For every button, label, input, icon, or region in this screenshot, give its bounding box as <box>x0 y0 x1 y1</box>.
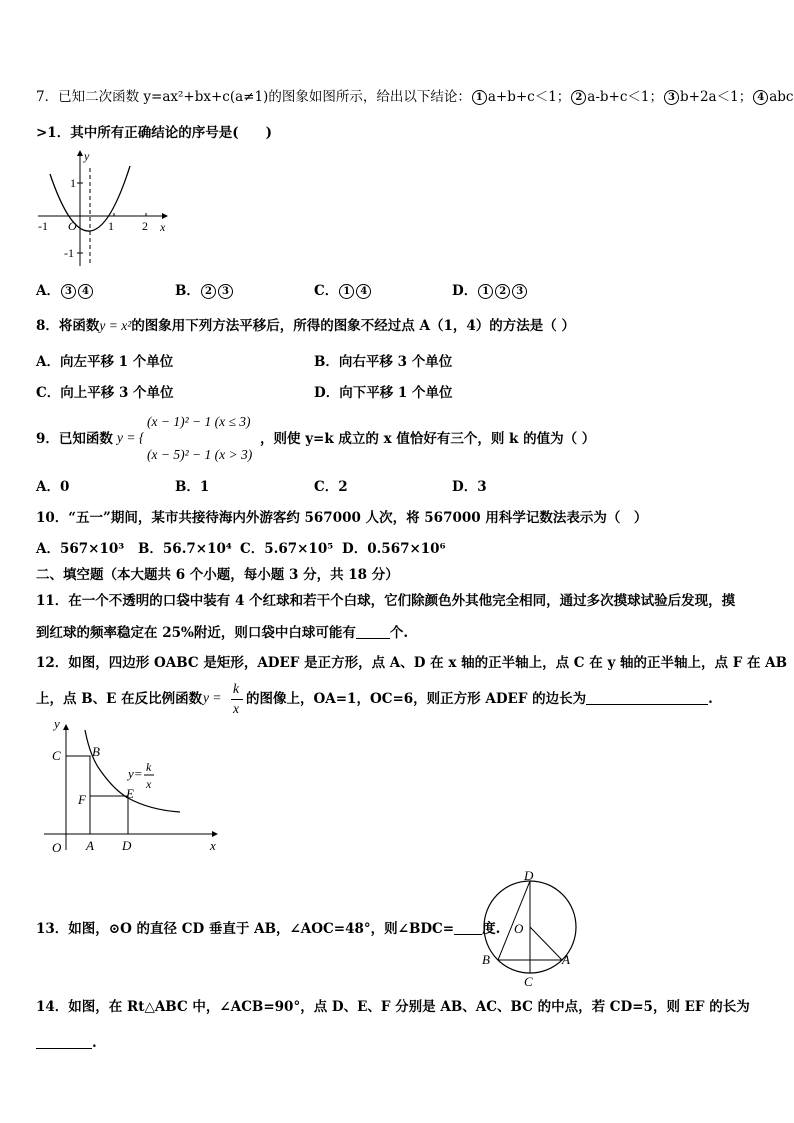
q14-line1: 14．如图，在 Rt△ABC 中，∠ACB=90°，点 D、E、F 分别是 AB、AC、BC 的中点，若 CD=5，则 EF 的长为 <box>36 999 750 1015</box>
q12-line1: 12．如图，四边形 OABC 是矩形，ADEF 是正方形，点 A、D 在 x 轴的正半轴上，点 C 在 y 轴的正半轴上，点 F 在 AB <box>36 655 788 671</box>
q12-axis-x: x <box>210 838 216 853</box>
q8-stem <box>36 317 575 335</box>
q13-label-c: C <box>524 974 533 989</box>
q11-line2-tail: 个. <box>389 625 409 641</box>
circled-2: 2 <box>571 90 586 105</box>
q7-xtick-1: 1 <box>108 219 114 233</box>
q13-label-b: B <box>482 952 490 967</box>
circled-num: 3 <box>218 284 233 299</box>
q12-figure <box>40 716 230 858</box>
q7-option-c[interactable] <box>314 282 372 300</box>
q12-label-d: D <box>122 838 132 853</box>
circled-num: 2 <box>495 284 510 299</box>
option-label: D． <box>452 283 478 299</box>
q7-conclusion-1: a+b+c＜1； <box>487 89 571 105</box>
q10-option-b[interactable]: B．56.7×10⁴ <box>138 541 232 557</box>
q8-option-c[interactable]: C．向上平移 3 个单位 <box>36 385 174 401</box>
circled-num: 1 <box>478 284 493 299</box>
q13-label-o: O <box>514 921 524 936</box>
q8-function: y = x² <box>99 318 132 333</box>
q11-line2 <box>36 624 408 642</box>
q7-axis-x: x <box>160 220 166 234</box>
q9-option-b[interactable]: B．1 <box>175 479 210 495</box>
q7-conclusion-2: a-b+c＜1； <box>587 89 664 105</box>
q7-stem: 7．已知二次函数 y=ax²+bx+c(a≠1)的图象如图所示，给出以下结论： <box>36 89 471 105</box>
q12-fn-k: k <box>233 681 239 696</box>
q7-conclusion-4: abc <box>769 89 794 105</box>
q10-option-a[interactable]: A．567×10³ <box>36 541 125 557</box>
q7-option-b[interactable] <box>175 282 234 300</box>
q11-answer-blank[interactable] <box>356 638 390 639</box>
q11-line2-text: 到红球的频率稳定在 25%附近，则口袋中白球可能有 <box>36 625 356 641</box>
q8-option-b[interactable]: B．向右平移 3 个单位 <box>314 354 453 370</box>
circled-4: 4 <box>753 90 768 105</box>
q12-label-c: C <box>52 748 61 763</box>
q7-option-a[interactable] <box>36 282 94 300</box>
q12-answer-blank[interactable] <box>586 704 708 705</box>
q7-parabola-figure <box>34 146 170 272</box>
q12-fraction-bar <box>231 699 243 700</box>
q13-label-d: D <box>524 868 534 883</box>
q9-option-a[interactable]: A．0 <box>36 479 70 495</box>
q12-line2-b-text: 的图像上，OA=1，OC=6，则正方形 ADEF 的边长为 <box>246 691 587 707</box>
q9-option-d[interactable]: D．3 <box>452 479 487 495</box>
q12-line2-b: 的图像上，OA=1，OC=6，则正方形 ADEF 的边长为 . <box>246 691 713 707</box>
q14-line2 <box>36 1034 97 1052</box>
q7-xtick-2: 2 <box>142 219 148 233</box>
q13-text: 13．如图，⊙O 的直径 CD 垂直于 AB，∠AOC=48°，则∠BDC= <box>36 921 455 937</box>
q8-option-d[interactable]: D．向下平移 1 个单位 <box>314 385 453 401</box>
circled-num: 1 <box>339 284 354 299</box>
q12-curve-x: x <box>146 777 152 791</box>
circled-1: 1 <box>472 90 487 105</box>
option-label: C． <box>314 283 339 299</box>
q7-origin: O <box>68 219 77 233</box>
q11-line1: 11．在一个不透明的口袋中装有 4 个红球和若干个白球，它们除颜色外其他完全相同，通过多次摸球试验后发现，摸 <box>36 593 736 609</box>
q13-stem <box>36 920 500 938</box>
q8-pre: 8．将函数 <box>36 318 100 334</box>
circled-num: 2 <box>201 284 216 299</box>
q7-line1 <box>36 88 793 106</box>
q14-answer-blank[interactable] <box>36 1048 92 1049</box>
q12-line2-a: 上，点 B、E 在反比例函数 <box>36 691 203 707</box>
q10-stem: 10．“五一”期间，某市共接待海内外游客约 567000 人次，将 567000 用科学记数法表示为（ ） <box>36 510 648 526</box>
q13-label-a: A <box>562 952 570 967</box>
q9-case-2: (x − 5)² − 1 (x > 3) <box>147 447 253 462</box>
q12-fn-y: y = <box>203 690 222 705</box>
q12-curve-eq: y= <box>128 766 143 781</box>
q9-y-equals: y = { <box>117 430 145 445</box>
q7-option-d[interactable] <box>452 282 528 300</box>
q7-tick-neg1: -1 <box>64 246 74 260</box>
q9-post: ，则使 y=k 成立的 x 值恰好有三个，则 k 的值为（ ） <box>260 431 596 447</box>
q7-conclusion-3: b+2a＜1； <box>680 89 753 105</box>
q12-label-f: F <box>78 792 86 807</box>
q12-axis-y: y <box>54 716 60 731</box>
section-fill-in-heading: 二、填空题（本大题共 6 个小题，每小题 3 分，共 18 分） <box>36 567 399 583</box>
circled-num: 3 <box>61 284 76 299</box>
circled-3: 3 <box>664 90 679 105</box>
q9-pre: 9．已知函数 <box>36 431 113 447</box>
q12-label-o: O <box>52 840 62 855</box>
q13-tail: 度. <box>482 921 501 937</box>
q7-tick-1: 1 <box>70 176 76 190</box>
option-label: A． <box>36 283 60 299</box>
q14-line2-tail: . <box>92 1035 97 1051</box>
q12-curve-k: k <box>146 760 152 774</box>
q12-fn-x: x <box>233 701 239 716</box>
q12-label-a: A <box>86 838 94 853</box>
q9-option-c[interactable]: C．2 <box>314 479 348 495</box>
q12-label-e: E <box>126 786 134 801</box>
circled-num: 4 <box>78 284 93 299</box>
q13-circle-figure <box>476 866 586 990</box>
q8-option-a[interactable]: A．向左平移 1 个单位 <box>36 354 174 370</box>
q10-option-c[interactable]: C．5.67×10⁵ <box>240 541 334 557</box>
circled-num: 4 <box>356 284 371 299</box>
q9-case-1: (x − 1)² − 1 (x ≤ 3) <box>147 414 251 429</box>
q12-label-b: B <box>92 744 100 759</box>
q10-option-d[interactable]: D．0.567×10⁶ <box>342 541 446 557</box>
q8-post: 的图象用下列方法平移后，所得的图象不经过点 A（1，4）的方法是（ ） <box>131 318 575 334</box>
q7-xtick-neg1: -1 <box>38 219 48 233</box>
q7-line2: >1．其中所有正确结论的序号是( ) <box>36 125 272 141</box>
option-label: B． <box>175 283 200 299</box>
q7-axis-y: y <box>84 149 90 163</box>
circled-num: 3 <box>512 284 527 299</box>
